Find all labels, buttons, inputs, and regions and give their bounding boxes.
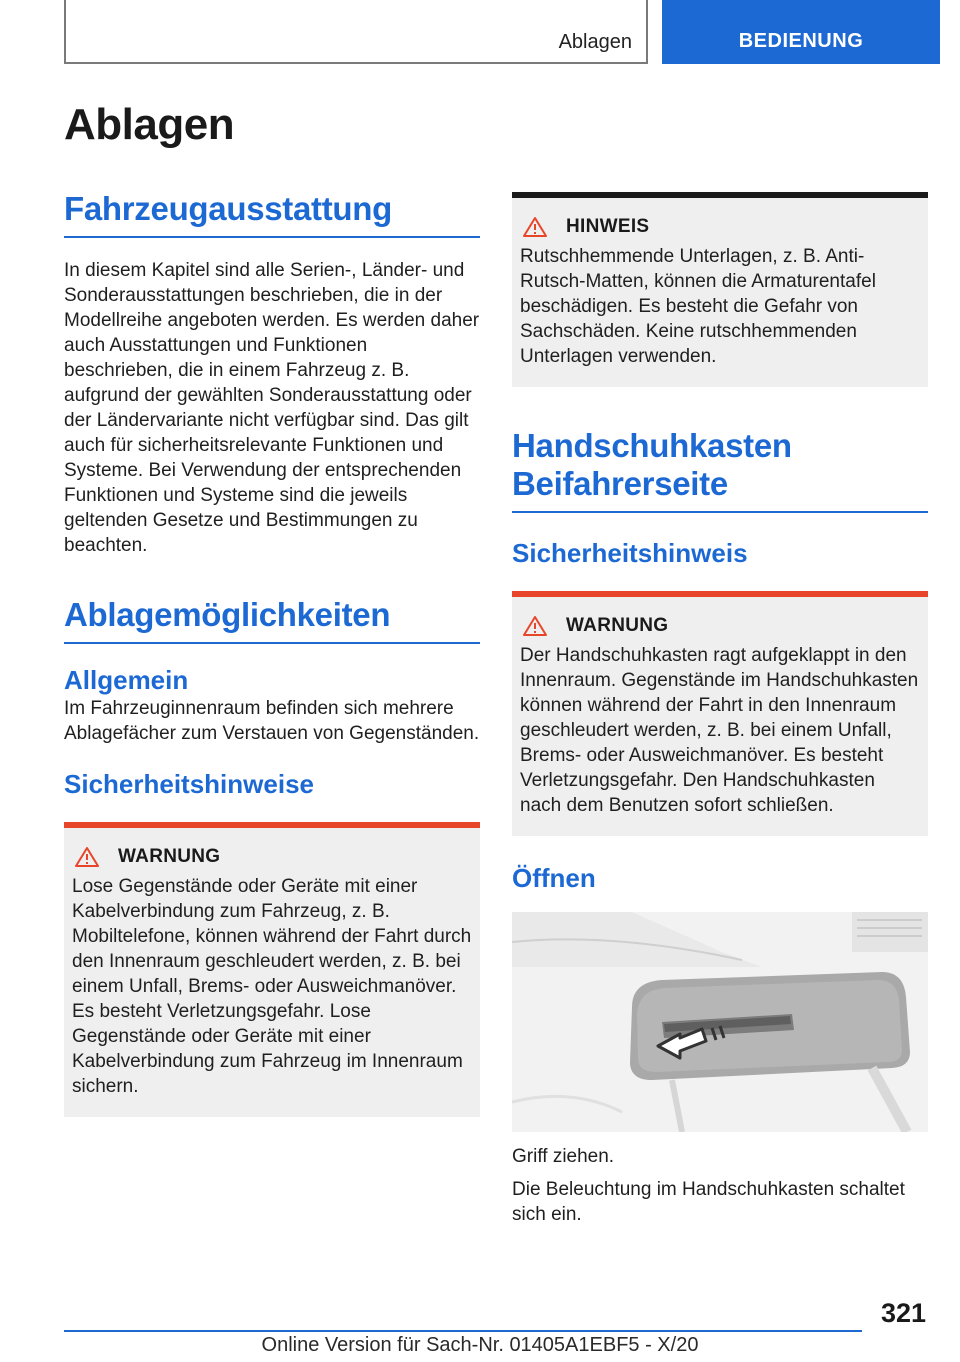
warning-text: Lose Gegenstände oder Geräte mit einer Kabelverbindung zum Fahrzeug, z. B. Mobiltelefone, können während der Fahrt durch den Innenraum geschleudert werden, z. B. bei einem Unfall, Brems- oder Ausweichmanöver. Es besteht Verletzungsgefahr. Lose Gegenstände oder Geräte mit einer Kabelverbindung zum Fahrzeug im Innenraum sichern. [72,876,472,1097]
header-section-box [64,0,648,64]
warning-triangle-icon [74,846,100,868]
warning-triangle-icon [522,615,548,637]
footer-text: Online Version für Sach-Nr. 01405A1EBF5 - X/20 [261,1334,699,1356]
heading-oeffnen: Öffnen [512,863,596,893]
page-number: 321 [880,1298,926,1328]
hinweis-box [512,192,928,387]
glovebox-drawing [512,912,928,1132]
warning-title-right: WARNUNG [566,615,669,636]
right-column [512,192,928,1227]
heading-ablagemoeglichkeiten: Ablagemöglichkeiten [64,596,480,644]
footer-divider [64,1330,862,1332]
heading-sicherheitshinweis: Sicherheitshinweis [512,538,748,568]
heading-sicherheitshinweise: Sicherheitshinweise [64,769,314,799]
hinweis-head [520,216,920,238]
left-column [64,190,480,1117]
warning-box-left [64,822,480,1117]
warning-text-right: Der Handschuhkasten ragt aufgeklappt in den Innenraum. Gegenstände im Handschuhkasten können während der Fahrt in den Innenraum geschleudert werden, z. B. bei einem Unfall, Brems- oder Ausweichmanöver. Es besteht Verletzungsgefahr. Den Handschuhkasten nach dem Benutzen sofort schließen. [520,645,919,816]
warning-title: WARNUNG [118,846,221,867]
header-section-label: Ablagen [558,31,632,53]
paragraph-allgemein: Im Fahrzeuginnenraum befinden sich mehrere Ablagefächer zum Verstauen von Gegenständen. [64,698,480,744]
warning-head [72,846,472,868]
paragraph-fahrzeugausstattung: In diesem Kapitel sind alle Serien-, Länder- und Sonderausstattungen beschrieben, die in der Modellreihe angeboten werden. Es werden daher auch Ausstattungen und Funktionen beschrieben, die in einem Fahrzeug z. B. aufgrund der gewählten Sonderausstattung oder der Ländervariante nicht verfügbar sind. Das gilt auch für sicherheitsrelevante Funktionen und Systeme. Bei Verwendung der entsprechenden Funktionen und Systeme sind die jeweils geltenden Gesetze und Bestimmungen zu beachten. [64,260,480,556]
warning-box-right [512,591,928,836]
paragraph-beleuchtung: Die Beleuchtung im Handschuhkasten schaltet sich ein. [512,1179,905,1225]
hinweis-title: HINWEIS [566,216,650,237]
heading-handschuhkasten: Handschuhkasten Beifahrerseite [512,427,928,513]
image-caption: Griff ziehen. [512,1146,615,1167]
heading-fahrzeugausstattung: Fahrzeugausstattung [64,190,480,238]
heading-allgemein: Allgemein [64,665,189,695]
glovebox-illustration [512,912,928,1132]
notice-triangle-icon [522,216,548,238]
page-title: Ablagen [64,100,235,149]
header-chapter-tab: BEDIENUNG [662,0,940,64]
hinweis-text: Rutschhemmende Unterlagen, z. B. Anti-Rutsch-Matten, können die Armaturentafel beschädigen. Es besteht die Gefahr von Sachschäden. Keine rutschhemmenden Unterlagen verwenden. [520,246,876,367]
warning-head-right [520,615,920,637]
